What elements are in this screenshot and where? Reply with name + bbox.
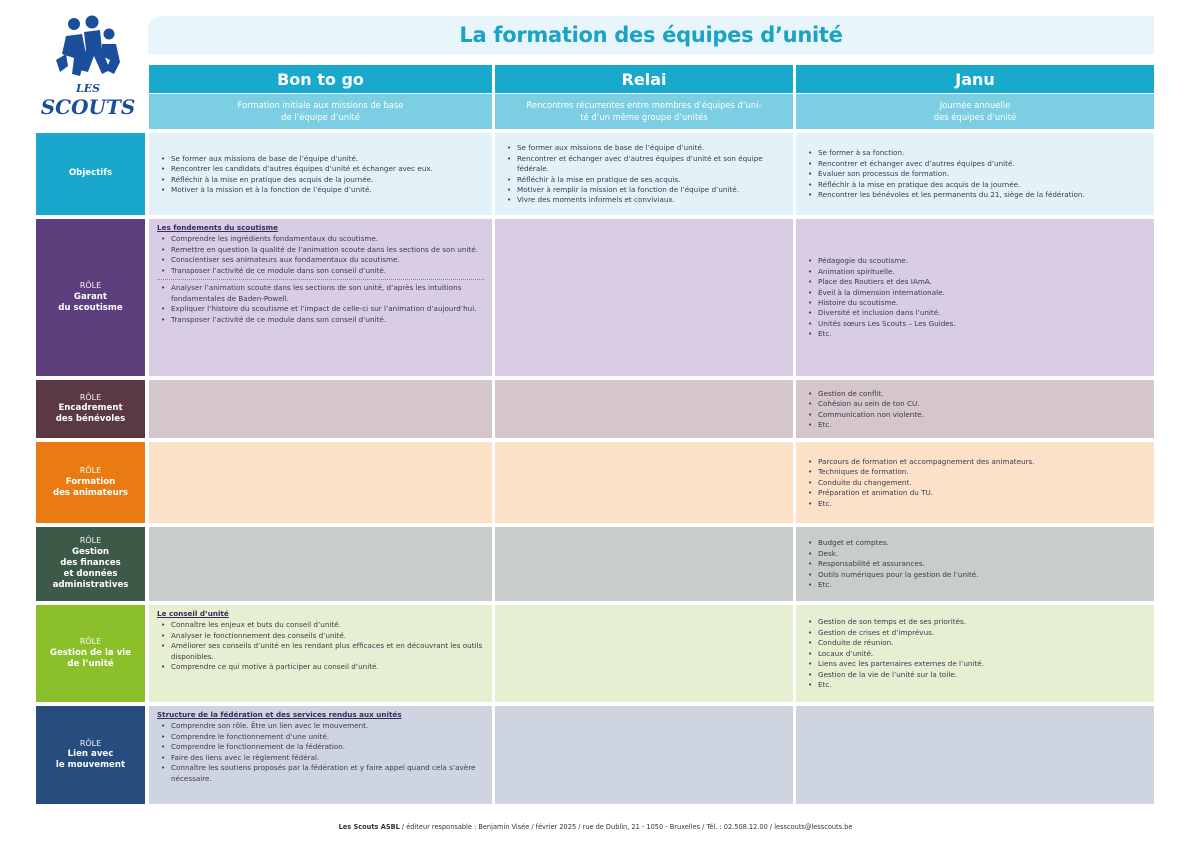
list-item: • Comprendre les ingrédients fondamentaux du scoutisme. — [157, 234, 484, 244]
role-label: RÔLE — [79, 281, 102, 291]
row-1-header — [36, 219, 145, 376]
bullet-list — [157, 620, 484, 672]
list-item: • Conduite de réunion. — [804, 638, 1146, 648]
list-item: • Comprendre ce qui motive à participer au conseil d’unité. — [157, 662, 484, 672]
bullet-list — [804, 538, 1146, 590]
list-item: • Comprendre son rôle. Être un lien avec le mouvement. — [157, 721, 484, 731]
bullet-list — [804, 457, 1146, 509]
role-label: RÔLE — [79, 637, 102, 647]
list-item: • Pédagogie du scoutisme. — [804, 256, 1146, 266]
list-item: • Budget et comptes. — [804, 538, 1146, 548]
page-title: La formation des équipes d’unité — [459, 23, 843, 47]
bullet-list — [157, 234, 484, 276]
list-item: • Responsabilité et assurances. — [804, 559, 1146, 569]
row-0-header — [36, 133, 145, 215]
list-item: • Etc. — [804, 680, 1146, 690]
list-item: • Comprendre le fonctionnement d’une unité. — [157, 732, 484, 742]
row-1-cell-0 — [149, 219, 492, 376]
list-item: • Réfléchir à la mise en pratique des acquis de la journée. — [157, 175, 484, 185]
row-4-cell-0 — [149, 527, 492, 601]
bullet-list — [804, 389, 1146, 431]
list-item: • Locaux d’unité. — [804, 649, 1146, 659]
footer — [0, 823, 1191, 831]
list-item: • Etc. — [804, 499, 1146, 509]
list-item: • Histoire du scoutisme. — [804, 298, 1146, 308]
list-item: • Gestion de crises et d’imprévus. — [804, 628, 1146, 638]
row-2-cell-1 — [495, 380, 793, 438]
list-item: • Rencontrer les bénévoles et les permanents du 21, siège de la fédération. — [804, 190, 1146, 200]
list-item: • Évaluer son processus de formation. — [804, 169, 1146, 179]
bullet-list — [157, 283, 484, 325]
list-item: • Expliquer l’histoire du scoutisme et l’impact de celle-ci sur l’animation d’aujourd’hui. — [157, 304, 484, 314]
row-2-cell-2 — [796, 380, 1154, 438]
list-item: • Conscientiser ses animateurs aux fondamentaux du scoutisme. — [157, 255, 484, 265]
les-scouts-logo — [40, 14, 136, 124]
bullet-list — [503, 143, 785, 206]
row-name: Objectifs — [68, 168, 113, 179]
list-item: • Unités sœurs Les Scouts – Les Guides. — [804, 319, 1146, 329]
list-item: • Améliorer ses conseils d’unité en les rendant plus efficaces et en découvrant les outils disponibles. — [157, 641, 484, 662]
list-item: • Rencontrer et échanger avec d’autres équipes d’unité. — [804, 159, 1146, 169]
list-item: • Outils numériques pour la gestion de l’unité. — [804, 570, 1146, 580]
list-item: • Connaître les soutiens proposés par la fédération et y faire appel quand cela s’avère nécessaire. — [157, 763, 484, 784]
list-item: • Transposer l’activité de ce module dans son conseil d’unité. — [157, 315, 484, 325]
list-item: • Gestion de conflit. — [804, 389, 1146, 399]
list-item: • Etc. — [804, 329, 1146, 339]
svg-text:LES: LES — [75, 82, 101, 95]
list-item: • Desk. — [804, 549, 1146, 559]
row-5-cell-1 — [495, 605, 793, 702]
list-item: • Rencontrer et échanger avec d’autres équipes d’unité et son équipe fédérale. — [503, 154, 785, 175]
row-name: Lien avec le mouvement — [55, 749, 126, 771]
row-3-cell-2 — [796, 442, 1154, 523]
svg-text:SCOUTS: SCOUTS — [40, 95, 136, 119]
row-4-cell-2 — [796, 527, 1154, 601]
list-item: • Motiver à la mission et à la fonction de l’équipe d’unité. — [157, 185, 484, 195]
row-name: Gestion des finances et données administratives — [52, 546, 129, 591]
role-label: RÔLE — [79, 738, 102, 748]
list-item: • Vivre des moments informels et conviviaux. — [503, 195, 785, 205]
row-6-cell-1 — [495, 706, 793, 804]
row-name: Encadrement des bénévoles — [55, 403, 126, 425]
list-item: • Liens avec les partenaires externes de l’unité. — [804, 659, 1146, 669]
row-6-cell-2 — [796, 706, 1154, 804]
list-item: • Diversité et inclusion dans l’unité. — [804, 308, 1146, 318]
list-item: • Analyser l’animation scoute dans les sections de son unité, d’après les intuitions fondamentales de Baden-Powell. — [157, 283, 484, 304]
list-item: • Transposer l’activité de ce module dans son conseil d’unité. — [157, 266, 484, 276]
column-header-relai: Relai — [495, 65, 793, 93]
list-item: • Parcours de formation et accompagnement des animateurs. — [804, 457, 1146, 467]
row-0-cell-1 — [495, 133, 793, 215]
row-4-cell-1 — [495, 527, 793, 601]
row-0-cell-2 — [796, 133, 1154, 215]
bullet-list — [804, 617, 1146, 690]
list-item: • Rencontrer les candidats d’autres équipes d’unité et échanger avec eux. — [157, 164, 484, 174]
row-name: Gestion de la vie de l’unité — [49, 647, 132, 669]
dotted-divider — [157, 279, 484, 280]
list-item: • Réfléchir à la mise en pratique des acquis de la journée. — [804, 180, 1146, 190]
role-label: RÔLE — [79, 536, 102, 546]
row-5-cell-0 — [149, 605, 492, 702]
row-2-cell-0 — [149, 380, 492, 438]
module-heading: Le conseil d’unité — [157, 609, 229, 618]
list-item: • Gestion de la vie de l’unité sur la toile. — [804, 670, 1146, 680]
column-header-bon-to-go: Bon to go — [149, 65, 492, 93]
list-item: • Analyser le fonctionnement des conseils d’unité. — [157, 631, 484, 641]
column-subtitle-janu: Journée annuelle des équipes d’unité — [796, 94, 1154, 129]
row-6-cell-0 — [149, 706, 492, 804]
row-1-cell-1 — [495, 219, 793, 376]
bullet-list — [157, 154, 484, 196]
list-item: • Etc. — [804, 580, 1146, 590]
list-item: • Animation spirituelle. — [804, 267, 1146, 277]
bullet-list — [804, 148, 1146, 200]
row-3-header — [36, 442, 145, 523]
row-6-header — [36, 706, 145, 804]
row-5-cell-2 — [796, 605, 1154, 702]
column-subtitle-bon-to-go: Formation initiale aux missions de base de l’équipe d’unité — [149, 94, 492, 129]
row-2-header — [36, 380, 145, 438]
list-item: • Etc. — [804, 420, 1146, 430]
list-item: • Connaître les enjeux et buts du conseil d’unité. — [157, 620, 484, 630]
title-band — [148, 16, 1154, 54]
role-label: RÔLE — [79, 392, 102, 402]
list-item: • Se former aux missions de base de l’équipe d’unité. — [157, 154, 484, 164]
module-heading: Structure de la fédération et des services rendus aux unités — [157, 710, 402, 719]
list-item: • Réfléchir à la mise en pratique de ses acquis. — [503, 175, 785, 185]
list-item: • Techniques de formation. — [804, 467, 1146, 477]
row-name: Formation des animateurs — [52, 476, 129, 498]
row-3-cell-1 — [495, 442, 793, 523]
footer-details: / éditeur responsable : Benjamin Visée / février 2025 / rue de Dublin, 21 - 1050 - Bruxelles / Tél. : 02.508.12.00 / lesscouts@lesscouts.be — [399, 823, 853, 831]
footer-org: Les Scouts ASBL — [338, 823, 400, 831]
list-item: • Cohésion au sein de ton CU. — [804, 399, 1146, 409]
list-item: • Comprendre le fonctionnement de la fédération. — [157, 742, 484, 752]
list-item: • Préparation et animation du TU. — [804, 488, 1146, 498]
row-1-cell-2 — [796, 219, 1154, 376]
row-name: Garant du scoutisme — [58, 291, 123, 313]
row-4-header — [36, 527, 145, 601]
list-item: • Communication non violente. — [804, 410, 1146, 420]
list-item: • Éveil à la dimension internationale. — [804, 288, 1146, 298]
list-item: • Se former aux missions de base de l’équipe d’unité. — [503, 143, 785, 153]
list-item: • Gestion de son temps et de ses priorités. — [804, 617, 1146, 627]
list-item: • Motiver à remplir la mission et la fonction de l’équipe d’unité. — [503, 185, 785, 195]
bullet-list — [157, 721, 484, 784]
row-5-header — [36, 605, 145, 702]
column-header-janu: Janu — [796, 65, 1154, 93]
role-label: RÔLE — [79, 466, 102, 476]
list-item: • Conduite du changement. — [804, 478, 1146, 488]
list-item: • Se former à sa fonction. — [804, 148, 1146, 158]
row-0-cell-0 — [149, 133, 492, 215]
bullet-list — [804, 256, 1146, 340]
row-3-cell-0 — [149, 442, 492, 523]
column-subtitle-relai: Rencontres récurrentes entre membres d’équipes d’uni- té d’un même groupe d’unités — [495, 94, 793, 129]
list-item: • Remettre en question la qualité de l’animation scoute dans les sections de son unité. — [157, 245, 484, 255]
module-heading: Les fondements du scoutisme — [157, 223, 279, 232]
list-item: • Faire des liens avec le règlement fédéral. — [157, 753, 484, 763]
list-item: • Place des Routiers et des IAmA. — [804, 277, 1146, 287]
